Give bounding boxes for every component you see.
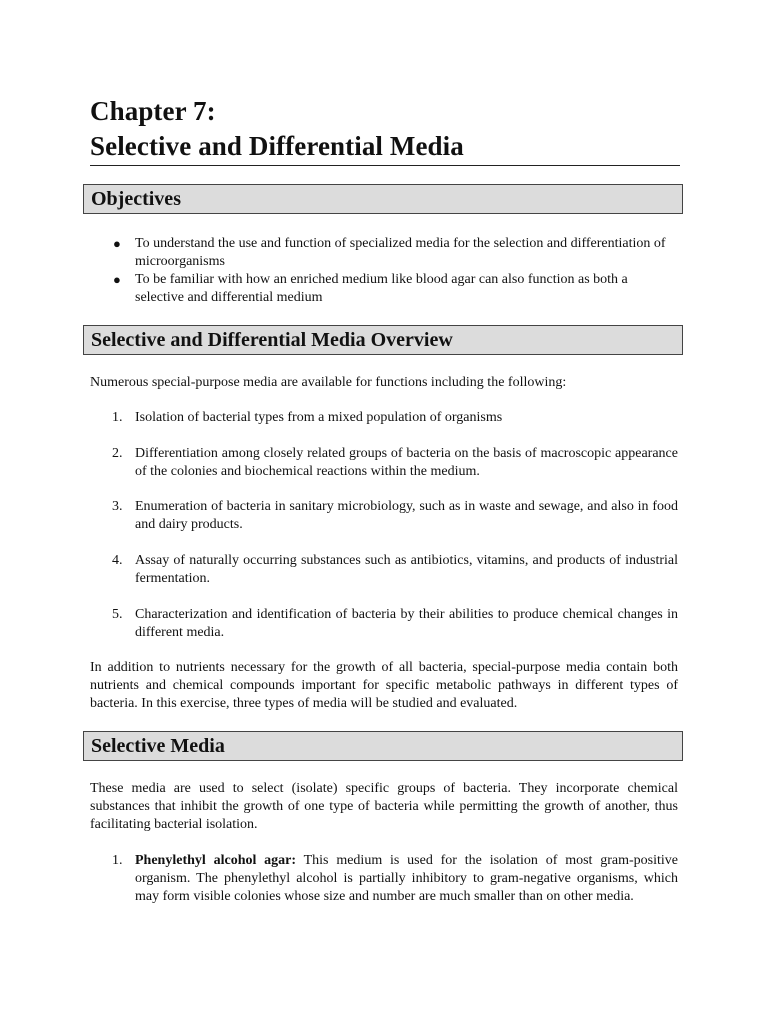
item-text: Characterization and identification of bacteria by their abilities to produce chemical changes in different media. — [135, 607, 678, 640]
chapter-title — [90, 94, 464, 164]
objectives-heading: Objectives — [91, 188, 181, 210]
objective-item: ● To understand the use and function of specialized media for the selection and differentiation of microorganisms — [113, 236, 666, 269]
item-number: 3. — [112, 499, 123, 514]
objective-item: ● To be familiar with how an enriched medium like blood agar can also function as both a selective and differential medium — [113, 272, 628, 305]
item-description: This medium is used for the isolation of most gram-positive organism. The phenylethyl alcohol is partially inhibitory to gram-negative organisms, which may form visible colonies whose size and number are much smaller than on other media. — [135, 853, 678, 904]
item-number: 1. — [112, 410, 123, 425]
overview-list-item — [90, 552, 678, 588]
item-number: 1. — [112, 853, 123, 868]
selective-list-item — [90, 852, 678, 906]
selective-heading: Selective Media — [91, 735, 225, 757]
overview-closing: In addition to nutrients necessary for the growth of all bacteria, special-purpose media contain both nutrients and chemical compounds important for specific metabolic pathways in different types of bacteria. In this exercise, three types of media will be studied and evaluated. — [90, 660, 678, 711]
overview-heading: Selective and Differential Media Overview — [91, 329, 453, 351]
overview-list-item — [90, 606, 678, 642]
selective-intro: These media are used to select (isolate) specific groups of bacteria. They incorporate chemical substances that inhibit the growth of one type of bacteria while permitting the growth of another, thus facilitating bacterial isolation. — [90, 781, 678, 832]
overview-header — [83, 325, 683, 355]
item-term: Phenylethyl alcohol agar: — [135, 853, 297, 868]
item-text: Differentiation among closely related groups of bacteria on the basis of macroscopic appearance of the colonies and biochemical reactions within the medium. — [135, 446, 678, 479]
overview-intro: Numerous special-purpose media are available for functions including the following: — [90, 375, 567, 390]
item-text: Isolation of bacterial types from a mixed population of organisms — [135, 410, 503, 425]
chapter-name: Selective and Differential Media — [90, 131, 464, 161]
title-underline — [90, 165, 680, 166]
overview-list-item — [90, 409, 678, 427]
item-text — [135, 852, 678, 906]
bullet-icon: ● — [113, 272, 121, 287]
overview-list-item — [90, 445, 678, 481]
overview-list-item — [90, 498, 678, 534]
chapter-number: Chapter 7: — [90, 96, 216, 126]
item-text: Assay of naturally occurring substances such as antibiotics, vitamins, and products of industrial fermentation. — [135, 553, 678, 586]
item-number: 2. — [112, 446, 123, 461]
objectives-list — [90, 235, 678, 307]
item-text: Enumeration of bacteria in sanitary microbiology, such as in waste and sewage, and also in food and dairy products. — [135, 499, 678, 532]
item-number: 4. — [112, 553, 123, 568]
selective-header — [83, 731, 683, 761]
bullet-icon: ● — [113, 236, 121, 251]
item-number: 5. — [112, 607, 123, 622]
objectives-header — [83, 184, 683, 214]
